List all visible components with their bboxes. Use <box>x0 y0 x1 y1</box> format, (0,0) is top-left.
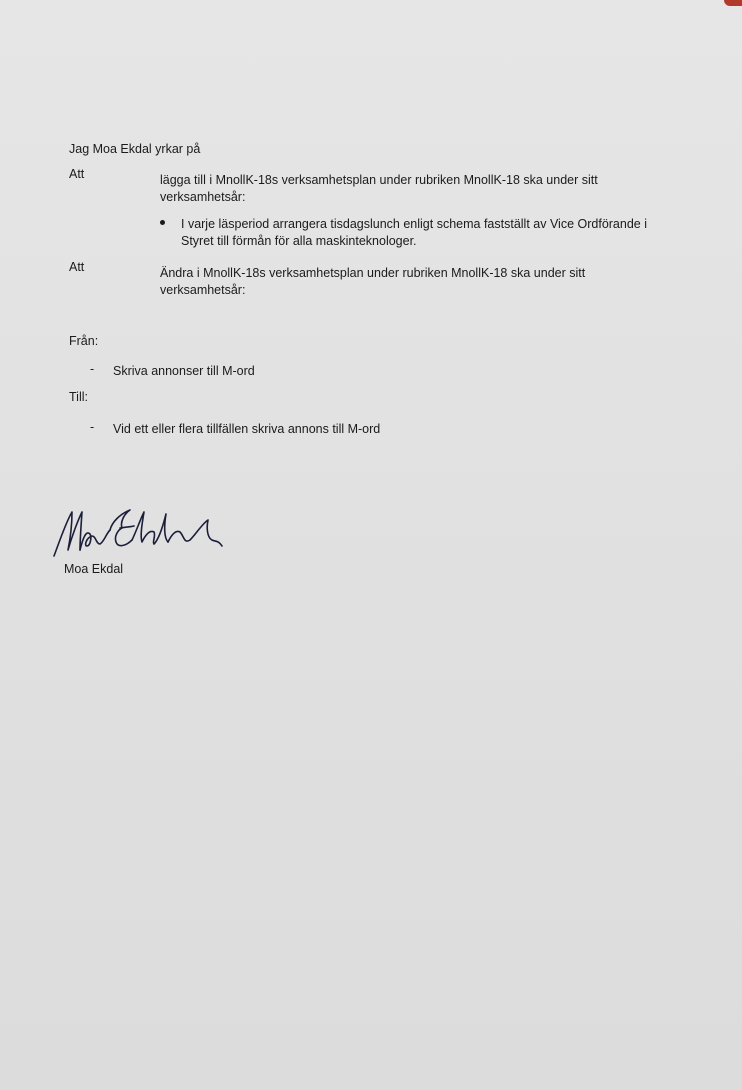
motion1-text: lägga till i MnollK-18s verksamhetsplan under rubriken MnollK-18 ska under sitt verksamhetsår: <box>160 173 598 204</box>
from-item: Skriva annonser till M-ord <box>113 364 255 378</box>
bullet-icon <box>160 220 165 225</box>
to-dash: - <box>90 420 95 434</box>
from-dash: - <box>90 362 95 376</box>
to-label: Till: <box>69 390 88 404</box>
motion1-bullet-text: I varje läsperiod arrangera tisdagslunch enligt schema fastställt av Vice Ordförande i Styret till förmån för alla maskinteknologer. <box>181 217 647 248</box>
to-item: Vid ett eller flera tillfällen skriva annons till M-ord <box>113 422 381 436</box>
signature-name: Moa Ekdal <box>64 562 124 576</box>
motion2-label: Att <box>69 260 85 274</box>
handwritten-signature <box>50 500 240 562</box>
paper-edge-mark <box>724 0 742 6</box>
from-label: Från: <box>69 334 99 348</box>
intro-line: Jag Moa Ekdal yrkar på <box>69 142 201 156</box>
motion2-text: Ändra i MnollK-18s verksamhetsplan under rubriken MnollK-18 ska under sitt verksamhetsår: <box>160 266 586 297</box>
motion1-label: Att <box>69 167 85 181</box>
